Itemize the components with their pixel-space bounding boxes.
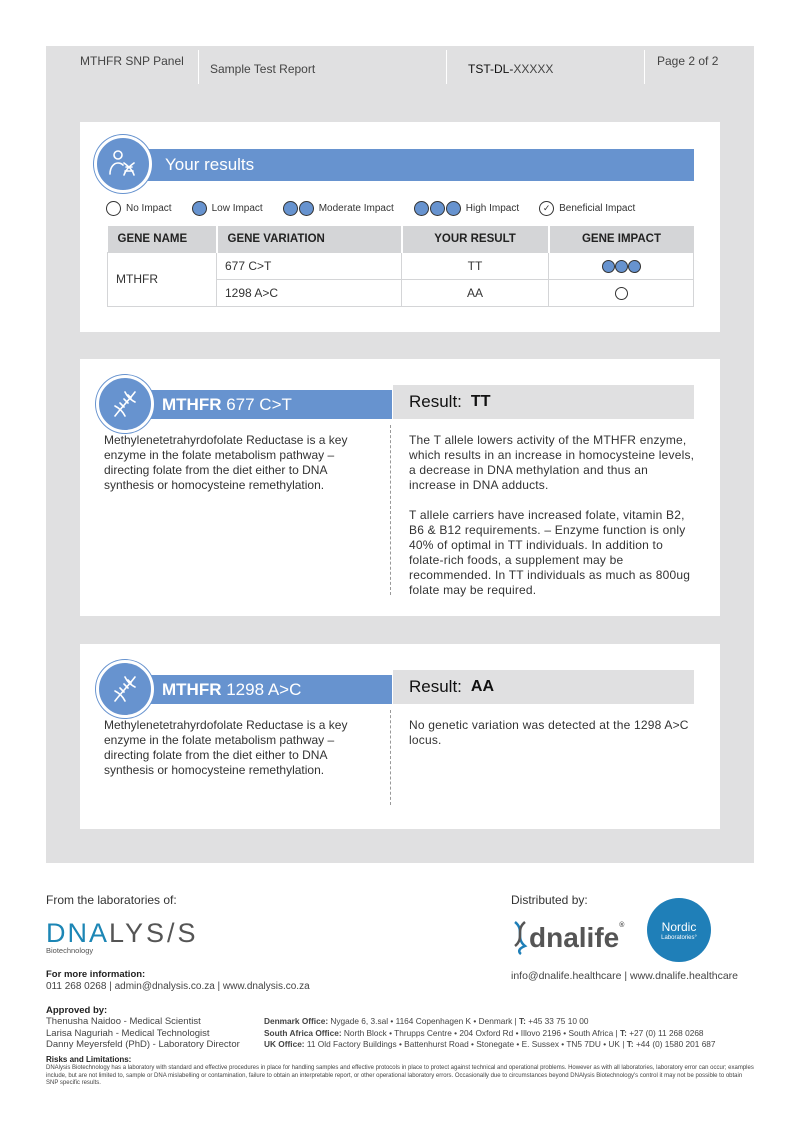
- impact-legend: [106, 201, 635, 216]
- more-info-contact: 011 268 0268 | admin@dnalysis.co.za | www.dnalysis.co.za: [46, 981, 310, 992]
- circle-filled-icon: [446, 201, 461, 216]
- circle-empty-icon: [106, 201, 121, 216]
- page-number: Page 2 of 2: [657, 54, 719, 68]
- check-circle-icon: ✓: [539, 201, 554, 216]
- circle-filled-icon: [299, 201, 314, 216]
- result-bar: Result: TT: [393, 385, 694, 419]
- results-summary-card: [80, 122, 720, 332]
- legend-moderate-impact: Moderate Impact: [283, 201, 394, 216]
- report-type: Sample Test Report: [210, 62, 316, 76]
- dna-person-icon: [94, 135, 152, 193]
- approved-by-label: Approved by:: [46, 1005, 108, 1016]
- dnalife-contact: info@dnalife.healthcare | www.dnalife.healthcare: [511, 970, 739, 982]
- result-value: TT: [470, 393, 491, 410]
- column-divider: [390, 710, 391, 805]
- col-gene-impact: GENE IMPACT: [549, 226, 694, 252]
- legend-beneficial-impact: ✓ Beneficial Impact: [539, 201, 635, 216]
- dnalysis-logo: DNALYS/S Biotechnology: [46, 918, 199, 955]
- gene-results-table: [107, 226, 694, 307]
- result-cell: TT: [402, 252, 549, 279]
- variation-cell: 1298 A>C: [217, 279, 402, 306]
- table-row: [108, 252, 694, 279]
- circle-filled-icon: [192, 201, 207, 216]
- table-header-row: [108, 226, 694, 252]
- snp-banner: [120, 390, 392, 419]
- snp-card-1298: [80, 644, 720, 829]
- impact-cell: [549, 279, 694, 306]
- header-divider: [446, 50, 447, 84]
- snp-gene: MTHFR: [162, 394, 222, 414]
- column-divider: [390, 425, 391, 595]
- nordic-laboratories-logo: Nordic Laboratories°: [647, 898, 711, 962]
- variation-cell: 677 C>T: [217, 252, 402, 279]
- header-divider: [198, 50, 199, 84]
- results-banner: [120, 149, 694, 181]
- result-bar: Result: AA: [393, 670, 694, 704]
- result-interpretation: The T allele lowers activity of the MTHFR enzyme, which results in an increase in homocysteine levels, a decrease in DNA methylation and thus an increase in DNA adducts. T allele carriers have increased folate, vitamin B2, B6 & B12 requirements. – Enzyme function is only 40% of optimal in TT individuals. In addition to folate-rich foods, a supplement may be recommended. In TT individuals as much as 800ug folate may be required.: [409, 433, 695, 597]
- report-content: [46, 88, 754, 863]
- snp-gene: MTHFR: [162, 679, 222, 699]
- header-divider: [644, 50, 645, 84]
- legend-low-impact: Low Impact: [192, 201, 263, 216]
- circle-filled-icon: [283, 201, 298, 216]
- results-title: Your results: [165, 155, 255, 174]
- risks-label: Risks and Limitations:: [46, 1055, 132, 1064]
- panel-name: MTHFR SNP Panel: [80, 54, 184, 68]
- col-gene-name: GENE NAME: [108, 226, 217, 252]
- dna-helix-icon: [96, 375, 154, 433]
- snp-card-677: [80, 359, 720, 616]
- snp-banner: [120, 675, 392, 704]
- office-addresses: Denmark Office: Nygade 6, 3.sal • 1164 Copenhagen K • Denmark | T: +45 33 75 10 00 South Africa Office: North Block • Thrupps Centre • 204 Oxford Rd • Illovo 2196 • South Africa | T: +27 (0) 11 268 0268 UK Office: 11 Old Factory Buildings • Battenhurst Road • Stonegate • E. Sussex • TN5 7DU • UK | T: +44 (0) 1580 201 687: [264, 1016, 716, 1049]
- approvers-list: Thenusha Naidoo - Medical Scientist Larisa Naguriah - Medical Technologist Danny Meyersfeld (PhD) - Laboratory Director: [46, 1016, 240, 1050]
- more-info-label: For more information:: [46, 969, 146, 980]
- snp-variant: 677 C>T: [226, 394, 292, 414]
- legend-high-impact: High Impact: [414, 201, 519, 216]
- from-laboratories-label: From the laboratories of:: [46, 893, 177, 907]
- circle-filled-icon: [414, 201, 429, 216]
- test-code: TST-DL- XXXXX: [468, 62, 554, 76]
- result-value: AA: [470, 678, 495, 695]
- result-interpretation: No genetic variation was detected at the 1298 A>C locus.: [409, 718, 689, 747]
- gene-description: Methylenetetrahyrdofolate Reductase is a key enzyme in the folate metabolism pathway – directing folate from the diet either to DNA synthesis or homocysteine remethylation.: [104, 718, 348, 777]
- circle-filled-icon: [430, 201, 445, 216]
- result-cell: AA: [402, 279, 549, 306]
- gene-name-cell: MTHFR: [108, 252, 217, 306]
- no-impact-icon: [615, 287, 628, 300]
- high-impact-icon: [602, 260, 641, 273]
- impact-cell: [549, 252, 694, 279]
- gene-description: Methylenetetrahyrdofolate Reductase is a key enzyme in the folate metabolism pathway – directing folate from the diet either to DNA synthesis or homocysteine remethylation.: [104, 433, 348, 492]
- distributed-by-label: Distributed by:: [511, 893, 588, 907]
- snp-variant: 1298 A>C: [226, 679, 302, 699]
- col-gene-variation: GENE VARIATION: [217, 226, 402, 252]
- risks-text: DNAlysis Biotechnology has a laboratory with standard and effective procedures in place for handling samples and effective protocols in place to protect against technical and operational problems. However as with all laboratories, laboratory error can occur; examples include, but are not limited to, sample or DNA mislabelling or contamination, failure to obtain an interpretable report, or other operational laboratory errors. Occasionally due to circumstances beyond DNAlysis Biotechnology's control it may not be possible to obtain SNP specific results.: [46, 1065, 754, 1086]
- dna-helix-icon: [511, 920, 529, 956]
- report-header: [46, 46, 754, 88]
- dna-helix-icon: [96, 660, 154, 718]
- legend-no-impact: No Impact: [106, 201, 172, 216]
- col-your-result: YOUR RESULT: [402, 226, 549, 252]
- dnalife-logo: dnalife®: [511, 920, 624, 956]
